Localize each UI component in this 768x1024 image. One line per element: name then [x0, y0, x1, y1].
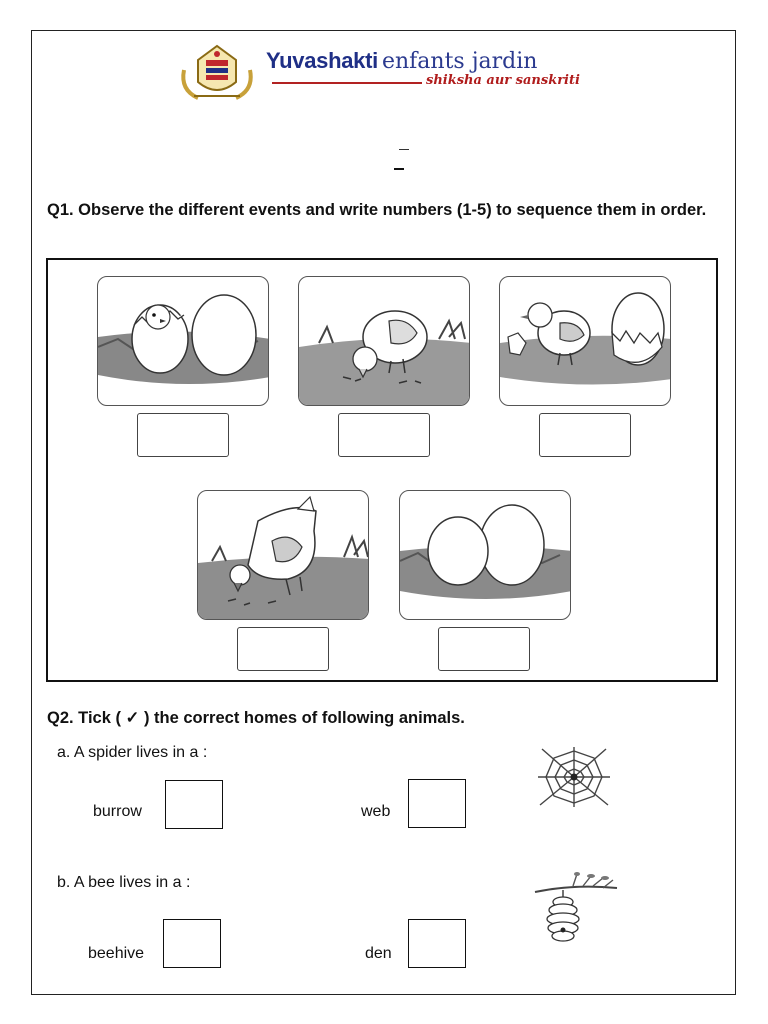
answer-box-3[interactable]	[539, 413, 631, 457]
chick-hatching-from-egg-icon	[98, 277, 269, 406]
answer-box-2[interactable]	[338, 413, 430, 457]
question-2a-prompt: a. A spider lives in a :	[57, 744, 208, 761]
sequence-picture-5	[399, 490, 571, 620]
tagline: shiksha aur sanskriti	[426, 73, 580, 88]
spider-web-icon	[536, 745, 612, 809]
option-burrow-checkbox[interactable]	[165, 780, 223, 829]
question-1: Q1. Observe the different events and write numbers (1-5) to sequence them in order.	[47, 201, 707, 219]
option-den-label: den	[365, 945, 392, 962]
option-beehive-checkbox[interactable]	[163, 919, 221, 968]
sequence-box	[46, 258, 718, 682]
school-emblem-icon	[176, 40, 258, 102]
blank-dash	[399, 149, 409, 150]
sequence-picture-1	[97, 276, 269, 406]
brand-name: Yuvashakti	[266, 48, 378, 73]
sequence-picture-4	[197, 490, 369, 620]
answer-box-4[interactable]	[237, 627, 329, 671]
answer-box-5[interactable]	[438, 627, 530, 671]
sequence-picture-2	[298, 276, 470, 406]
answer-box-1[interactable]	[137, 413, 229, 457]
option-beehive-label: beehive	[88, 945, 145, 962]
option-den-checkbox[interactable]	[408, 919, 466, 968]
option-web-label: web	[361, 803, 391, 820]
school-header	[176, 40, 626, 102]
beehive-icon	[533, 870, 619, 946]
hen-pecking-grain-icon	[198, 491, 369, 620]
tagline-rule	[272, 82, 422, 84]
sequence-picture-3	[499, 276, 671, 406]
blank-dash	[394, 168, 404, 170]
option-web-checkbox[interactable]	[408, 779, 466, 828]
question-2b-prompt: b. A bee lives in a :	[57, 874, 191, 891]
brand-subtitle: enfants jardin	[381, 49, 538, 74]
brand-title	[266, 48, 537, 74]
question-2: Q2. Tick ( ✓ ) the correct homes of following animals.	[47, 709, 465, 727]
chick-pecking-grain-icon	[299, 277, 470, 406]
two-eggs-in-nest-icon	[400, 491, 571, 620]
chick-beside-broken-shell-icon	[500, 277, 671, 406]
option-burrow-label: burrow	[93, 803, 142, 820]
